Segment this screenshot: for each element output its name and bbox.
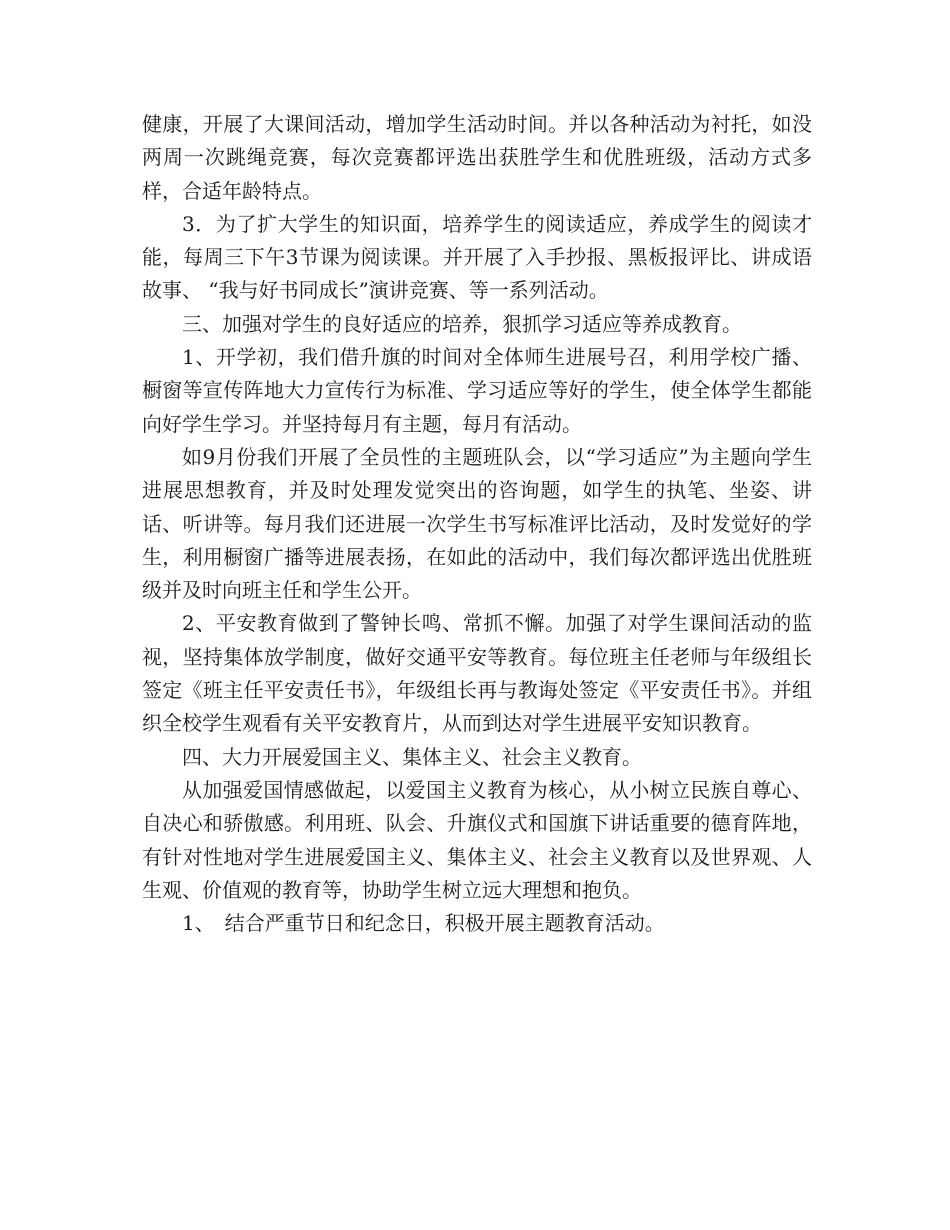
document-body: [142, 108, 812, 940]
paragraph-5: 如9月份我们开展了全员性的主题班队会，以“学习适应”为主题向学生进展思想教育，并及时处理发觉突出的咨询题，如学生的执笔、坐姿、讲话、听讲等。每月我们还进展一次学生书写标准评比活动，及时发觉好的学生，利用橱窗广播等进展表扬，在如此的活动中，我们每次都评选出优胜班级并及时向班主任和学生公开。: [142, 444, 812, 603]
paragraph-6: 2、平安教育做到了警钟长鸣、常抓不懈。加强了对学生课间活动的监视，坚持集体放学制度，做好交通平安等教育。每位班主任老师与年级组长签定《班主任平安责任书》，年级组长再与教诲处签定《平安责任书》。并组织全校学生观看有关平安教育片，从而到达对学生进展平安知识教育。: [142, 611, 812, 736]
paragraph-8: 从加强爱国情感做起，以爱国主义教育为核心，从小树立民族自尊心、自决心和骄傲感。利用班、队会、升旗仪式和国旗下讲话重要的德育阵地，有针对性地对学生进展爱国主义、集体主义、社会主义教育以及世界观、人生观、价值观的教育等，协助学生树立远大理想和抱负。: [142, 777, 812, 902]
section-heading-4: 四、大力开展爱国主义、集体主义、社会主义教育。: [182, 744, 642, 769]
section-heading-3: 三、加强对学生的良好适应的培养，狠抓学习适应等养成教育。: [182, 311, 742, 336]
paragraph-1: 健康，开展了大课间活动，增加学生活动时间。并以各种活动为衬托，如没两周一次跳绳竞赛，每次竞赛都评选出获胜学生和优胜班级，活动方式多样，合适年龄特点。: [142, 112, 812, 203]
paragraph-4: 1、开学初，我们借升旗的时间对全体师生进展号召，利用学校广播、橱窗等宣传阵地大力宣传行为标准、学习适应等好的学生，使全体学生都能向好学生学习。并坚持每月有主题，每月有活动。: [142, 345, 812, 436]
paragraph-2: 3．为了扩大学生的知识面，培养学生的阅读适应，养成学生的阅读才能，每周三下午3节课为阅读课。并开展了入手抄报、黑板报评比、讲成语故事、 “我与好书同成长”演讲竞赛、等一系列活动。: [142, 211, 812, 303]
paragraph-9: 1、 结合严重节日和纪念日，积极开展主题教育活动。: [182, 911, 665, 936]
